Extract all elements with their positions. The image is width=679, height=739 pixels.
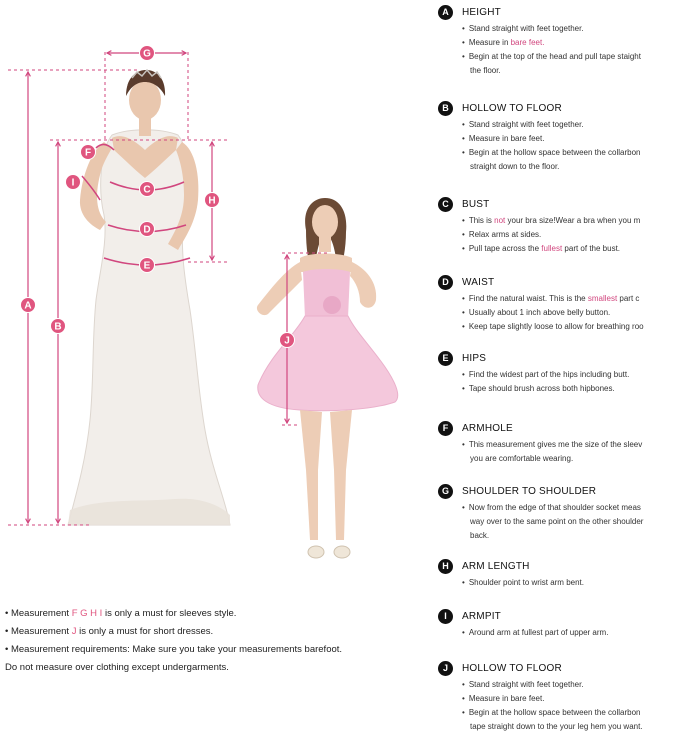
section-header [438,100,679,116]
bullet-text: Find the natural waist. This is the [468,294,588,303]
section-bullets [462,501,679,543]
bullet-text: straight down to the floor. [470,162,560,171]
section-bullets [462,576,679,590]
label-g-text: G [143,48,151,60]
bullet-line [462,438,679,452]
section-bullets [462,368,679,396]
bullet-text: This measurement gives me the size of the sleev [468,440,643,449]
letter-badge: D [438,275,453,290]
bullet-text: Stand straight with feet together. [468,680,584,689]
bullet-text: the floor. [470,66,501,75]
girl-head [312,205,338,239]
figure-illustration [0,0,425,590]
bullet-text: your bra size!Wear a bra when you m [505,216,641,225]
note-line [5,659,425,677]
note-line [5,641,425,659]
measurement-notes [5,605,425,677]
section-bullets [462,626,679,640]
highlight-text: not [494,216,506,225]
bullet-text: Relax arms at sides. [468,230,542,239]
letter-badge: B [438,101,453,116]
bullet-line [462,678,679,692]
label-i-text: I [71,177,75,189]
measure-section-h [438,558,679,590]
measure-section-b [438,100,679,174]
note-highlight: F G H I [71,608,103,619]
bullet-line [462,501,679,515]
measurement-figure [0,0,425,590]
bullet-line [462,146,679,160]
bullet-line [462,720,679,734]
section-header [438,196,679,212]
section-header [438,274,679,290]
bullet-text: Pull tape across the [468,244,542,253]
section-bullets [462,438,679,466]
label-b-text: B [54,321,62,333]
measure-section-e [438,350,679,396]
bullet-line [462,382,679,396]
note-text: is only a must for short dresses. [76,626,214,637]
bullet-text: Stand straight with feet together. [468,120,584,129]
section-header [438,608,679,624]
section-title: HOLLOW TO FLOOR [462,102,562,114]
bullet-line [462,64,679,78]
section-header [438,483,679,499]
measure-section-i [438,608,679,640]
label-h-text: H [208,195,216,207]
bullet-line [462,132,679,146]
bullet-line [462,306,679,320]
section-header [438,4,679,20]
bullet-text: Find the widest part of the hips including butt. [468,370,630,379]
letter-badge: F [438,421,453,436]
note-text: • Measurement [5,626,72,637]
section-bullets [462,118,679,174]
bullet-text: way over to the same point on the other shoulder [470,517,644,526]
note-text: is only a must for sleeves style. [102,608,237,619]
bullet-text: Around arm at fullest part of upper arm. [468,628,609,637]
section-title: HIPS [462,352,487,364]
label-d-text: D [143,224,151,236]
bullet-text: Keep tape slightly loose to allow for breathing roo [468,322,644,331]
bullet-line [462,368,679,382]
letter-badge: J [438,661,453,676]
section-title: ARMHOLE [462,422,513,434]
section-title: ARMPIT [462,610,501,622]
measuring-guide [438,0,679,739]
bullet-text: Measure in bare feet. [468,694,545,703]
bullet-line [462,626,679,640]
label-a-text: A [24,300,32,312]
bullet-line [462,452,679,466]
bullet-text: Usually about 1 inch above belly button. [468,308,611,317]
note-text: Do not measure over clothing except undergarments. [5,662,229,673]
bullet-text: part c [617,294,640,303]
note-highlight: J [71,626,77,637]
bullet-text: Begin at the hollow space between the collarbon [468,708,641,717]
highlight-text: bare feet. [510,38,545,47]
bride-head [129,80,161,120]
section-header [438,420,679,436]
bullet-text: Stand straight with feet together. [468,24,584,33]
bullet-line [462,228,679,242]
section-title: SHOULDER TO SHOULDER [462,485,597,497]
bullet-line [462,36,679,50]
measure-section-a [438,4,679,78]
section-header [438,660,679,676]
bullet-text: Tape should brush across both hipbones. [468,384,615,393]
bullet-line [462,242,679,256]
bullet-line [462,529,679,543]
bullet-text: you are comfortable wearing. [470,454,574,463]
note-line [5,623,425,641]
label-f-text: F [84,147,92,159]
section-bullets [462,22,679,78]
bullet-text: Measure in [468,38,511,47]
measure-section-g [438,483,679,543]
bullet-text: Now from the edge of that shoulder socket meas [468,503,641,512]
bullet-line [462,515,679,529]
bullet-line [462,118,679,132]
letter-badge: G [438,484,453,499]
letter-badge: C [438,197,453,212]
bullet-line [462,292,679,306]
girl-right-shoe [334,546,350,558]
measure-section-c [438,196,679,256]
bullet-line [462,50,679,64]
letter-badge: H [438,559,453,574]
letter-badge: A [438,5,453,20]
label-c-text: C [143,184,151,196]
section-title: ARM LENGTH [462,560,530,572]
bullet-line [462,576,679,590]
bullet-text: Begin at the hollow space between the collarbon [468,148,641,157]
section-header [438,558,679,574]
section-header [438,350,679,366]
label-e-text: E [143,260,151,272]
section-title: HEIGHT [462,6,501,18]
bullet-text: This is [468,216,495,225]
measure-section-j [438,660,679,734]
measure-section-f [438,420,679,466]
bullet-line [462,214,679,228]
section-title: WAIST [462,276,495,288]
highlight-text: smallest [587,294,618,303]
bullet-line [462,22,679,36]
bullet-line [462,320,679,334]
note-line [5,605,425,623]
letter-badge: E [438,351,453,366]
section-title: HOLLOW TO FLOOR [462,662,562,674]
note-text: • Measurement requirements: Make sure you take your measurements barefoot. [5,644,343,655]
bullet-text: Shoulder point to wrist arm bent. [468,578,584,587]
highlight-text: fullest [541,244,563,253]
girl-left-shoe [308,546,324,558]
section-bullets [462,214,679,256]
section-bullets [462,292,679,334]
label-j-text: J [284,335,290,347]
girl-bodice [303,269,350,321]
bullet-text: Begin at the top of the head and pull tape staight [468,52,641,61]
bullet-line [462,160,679,174]
letter-badge: I [438,609,453,624]
bullet-text: tape straight down to the your leg hem you want. [470,722,643,731]
bullet-text: back. [470,531,490,540]
bullet-text: Measure in bare feet. [468,134,545,143]
measure-section-d [438,274,679,334]
bullet-text: part of the bust. [562,244,621,253]
section-title: BUST [462,198,490,210]
section-bullets [462,678,679,734]
bullet-line [462,692,679,706]
bullet-line [462,706,679,720]
note-text: • Measurement [5,608,72,619]
